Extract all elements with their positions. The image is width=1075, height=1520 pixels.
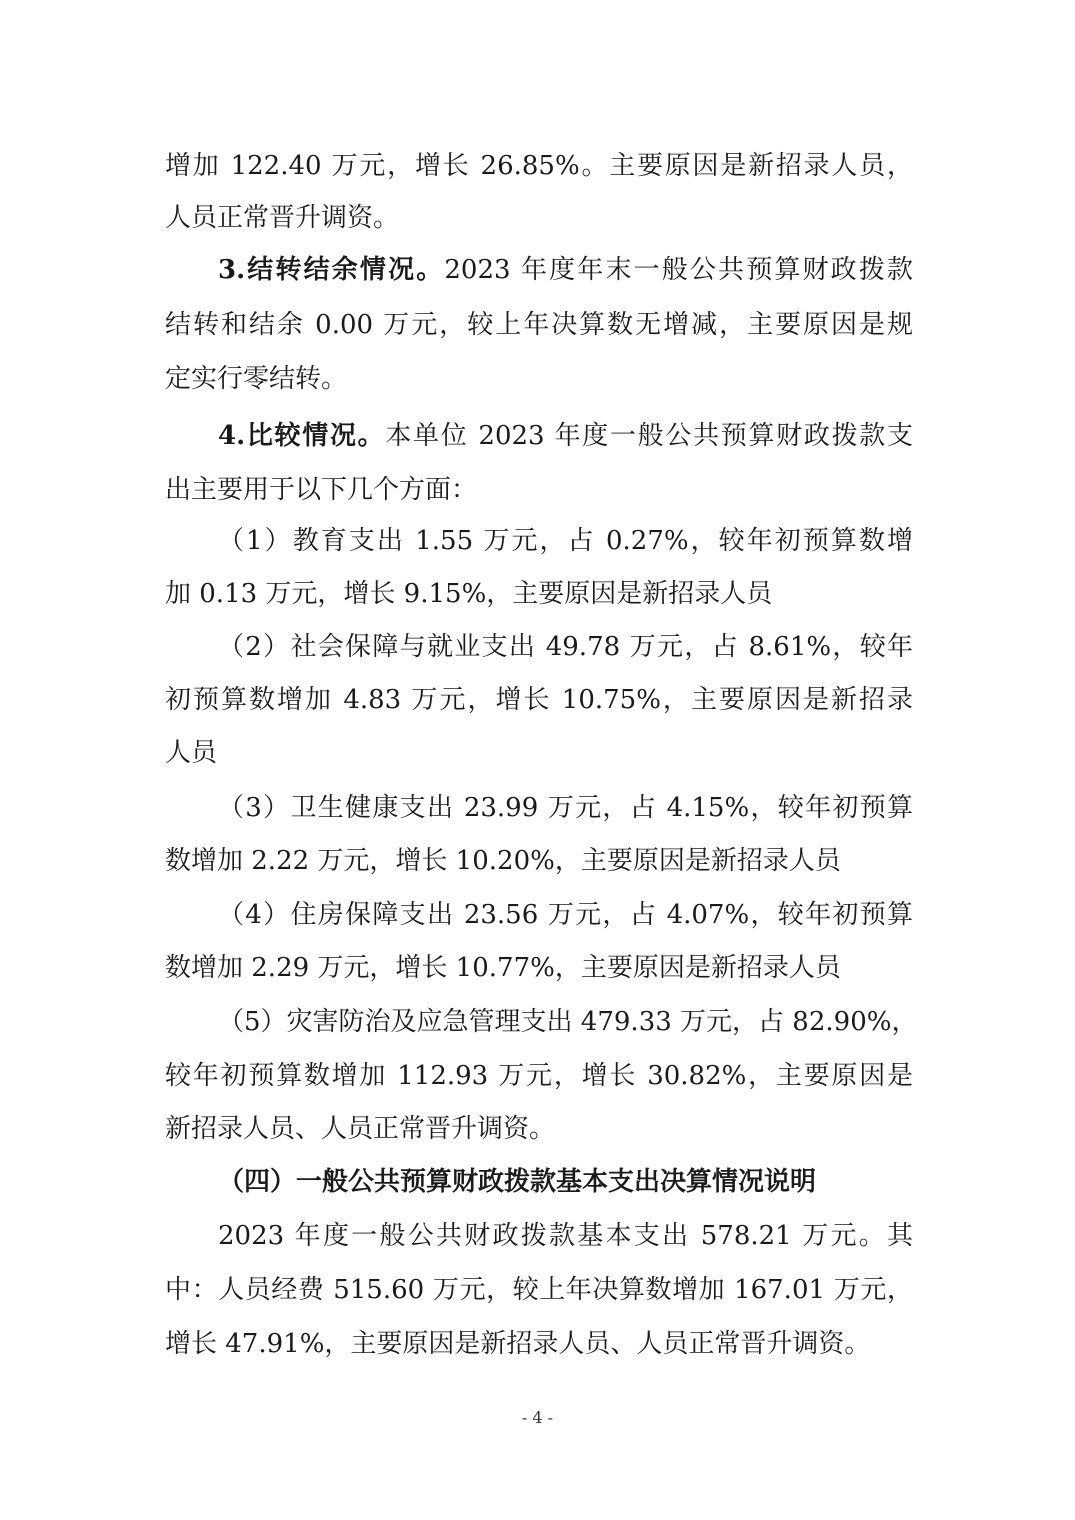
paragraph-line <box>218 418 913 454</box>
paragraph-line: 2023 年度一般公共财政拨款基本支出 578.21 万元。其 <box>218 1221 913 1251</box>
paragraph-line: 增加 122.40 万元，增长 26.85%。主要原因是新招录人员， <box>165 151 913 181</box>
paragraph-line: 结转和结余 0.00 万元，较上年决算数无增减，主要原因是规 <box>165 310 913 340</box>
list-item-line: 初预算数增加 4.83 万元，增长 10.75%，主要原因是新招录 <box>165 685 913 715</box>
list-item-line: 数增加 2.29 万元，增长 10.77%，主要原因是新招录人员 <box>165 953 841 983</box>
paragraph-lead: 3.结转结余情况。 <box>218 255 445 285</box>
paragraph-line: 中：人员经费 515.60 万元，较上年决算数增加 167.01 万元， <box>165 1275 913 1305</box>
list-item-line: 新招录人员、人员正常晋升调资。 <box>165 1114 556 1144</box>
list-item-line: 人员 <box>165 738 218 768</box>
paragraph-line <box>218 252 913 288</box>
list-item-line: （2）社会保障与就业支出 49.78 万元，占 8.61%，较年 <box>218 632 913 662</box>
page-number: - 4 - <box>521 1408 554 1427</box>
paragraph-line: 出主要用于以下几个方面： <box>165 475 478 505</box>
list-item-line: 较年初预算数增加 112.93 万元，增长 30.82%，主要原因是 <box>165 1061 913 1091</box>
section-heading: （四）一般公共预算财政拨款基本支出决算情况说明 <box>218 1167 817 1197</box>
list-item-line: （3）卫生健康支出 23.99 万元，占 4.15%，较年初预算 <box>218 793 913 823</box>
paragraph-line: 人员正常晋升调资。 <box>165 203 400 233</box>
paragraph-text: 2023 年度年末一般公共预算财政拨款 <box>444 255 913 285</box>
paragraph-line: 增长 47.91%，主要原因是新招录人员、人员正常晋升调资。 <box>165 1329 871 1359</box>
list-item-line: 加 0.13 万元，增长 9.15%，主要原因是新招录人员 <box>165 579 773 609</box>
paragraph-text: 本单位 2023 年度一般公共预算财政拨款支 <box>385 421 913 451</box>
list-item-line: 数增加 2.22 万元，增长 10.20%，主要原因是新招录人员 <box>165 846 841 876</box>
list-item-line: （4）住房保障支出 23.56 万元，占 4.07%，较年初预算 <box>218 900 913 930</box>
list-item-line: （5）灾害防治及应急管理支出 479.33 万元，占 82.90%， <box>218 1007 918 1037</box>
paragraph-lead: 4.比较情况。 <box>218 421 386 451</box>
paragraph-line: 定实行零结转。 <box>165 364 348 394</box>
list-item-line: （1）教育支出 1.55 万元，占 0.27%，较年初预算数增 <box>218 526 913 556</box>
